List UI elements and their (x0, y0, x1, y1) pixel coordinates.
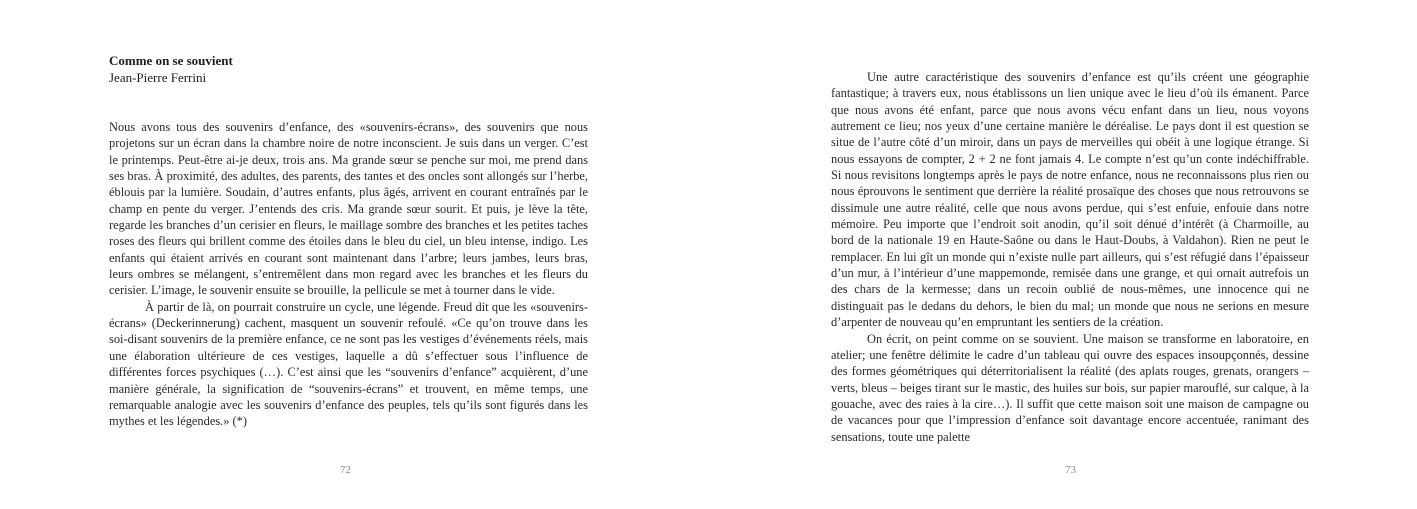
page-number: 72 (340, 464, 351, 476)
page-number: 73 (1065, 464, 1076, 476)
author-name: Jean-Pierre Ferrini (109, 70, 207, 85)
paragraph: Une autre caractéristique des souvenirs d’enfance est qu’ils créent une géographie fantastique; à travers eux, nous établissons un lien unique avec le lieu d’où ils émanent. Parce que nous avons été enfant, parce que nous avons vécu enfant dans un lieu, nous voyons autrement ce lieu; nos yeux d’une certaine manière le déréalise. Le pays dont il est question se situe de l’autre côté d’un miroir, dans un pays de merveilles qui obéit à une logique étrange. Si nous essayons de compter, 2 + 2 ne font jamais 4. Le compte n’est qu’un conte indéchiffrable. Si nous revisitons longtemps après le pays de notre enfance, nous ne reconnaissons plus rien ou nous éprouvons le sentiment que derrière la réalité prosaïque des choses que nous retrouvons se dissimule une autre réalité, celle que nous avons perdue, qui s’est enfuie, enfouie dans notre mémoire. Peu importe que l’endroit soit anodin, qu’il soit dénué d’intérêt (à Charmoille, au bord de la nationale 19 en Haute-Saône ou dans le Haut-Doubs, à Valdahon). Rien ne peut le remplacer. En lui gît un monde qui n’existe nulle part ailleurs, qui s’est réfugié dans l’épaisseur d’un mur, à l’intérieur d’une mappemonde, remisée dans une grange, et qui ornait autrefois un des chars de la kermesse; dans un recoin oublié de nous-mêmes, une innocence qui ne distinguait pas le dedans du dehors, le bien du mal; un monde que nous ne serions en mesure d’arpenter de nouveau qu’en empruntant les sentiers de la création. (831, 70, 1309, 330)
right-body-text (831, 69, 1309, 445)
left-page (0, 0, 708, 509)
paragraph: Nous avons tous des souvenirs d’enfance, des «souvenirs-écrans», des souvenirs que nous projetons sur un écran dans la chambre noire de notre inconscient. Je suis dans un verger. C’est le printemps. Peut-être ai-je deux, trois ans. Ma grande sœur se penche sur moi, me prend dans ses bras. À proximité, des adultes, des parents, des tantes et des oncles sont allongés sur l’herbe, éblouis par la lumière. Soudain, d’autres enfants, plus âgés, arrivent en courant entraînés par le champ en pente du verger. J’entends des cris. Ma grande sœur sourit. Et puis, je lève la tête, regarde les branches d’un cerisier en fleurs, le maillage sombre des branches et les petites taches roses des fleurs qui brillent comme des étoiles dans le bleu du ciel, un bleu intense, indigo. Les enfants qui étaient arrivés en courant sont maintenant dans l’arbre; leurs jambes, leurs bras, leurs ombres se mélangent, s’entremêlent dans mon regard avec les branches et les fleurs du cerisier. L’image, le souvenir ensuite se brouille, la pellicule se met à tourner dans le vide. (109, 120, 588, 298)
left-body-text (109, 119, 588, 430)
paragraph: À partir de là, on pourrait construire un cycle, une légende. Freud dit que les «souvenirs-écrans» (Deckerinnerung) cachent, masquent un souvenir refoulé. «Ce qu’on trouve dans les soi-disant souvenirs de la première enfance, ce ne sont pas les vestiges d’événements réels, mais une élaboration ultérieure de ces vestiges, laquelle a dû s’effectuer sous l’influence de différentes forces psychiques (…). C’est ainsi que les “souvenirs d’enfance” acquièrent, d’une manière générale, la signification de “souvenirs-écrans” et trouvent, en même temps, une remarquable analogie avec les souvenirs d’enfance des peuples, tels qu’ils sont figurés dans les mythes et les légendes.» (*) (109, 299, 588, 429)
chapter-title: Comme on se souvient (109, 53, 233, 68)
right-page (708, 0, 1417, 509)
paragraph: On écrit, on peint comme on se souvient. Une maison se transforme en laboratoire, en atelier; une fenêtre délimite le cadre d’un tableau qui ouvre des espaces insoupçonnés, dessine des formes géométriques qui déterritorialisent la réalité (des aplats rouges, grenats, orangers – verts, bleus – beiges tirant sur le mastic, des huiles sur bois, sur papier marouflé, sur calque, à la gouache, avec des raies à la cire…). Il suffit que cette maison soit une maison de campagne ou de vacances pour que l’impression d’enfance soit davantage encore accentuée, ranimant des sensations, toute une palette (831, 331, 1309, 444)
